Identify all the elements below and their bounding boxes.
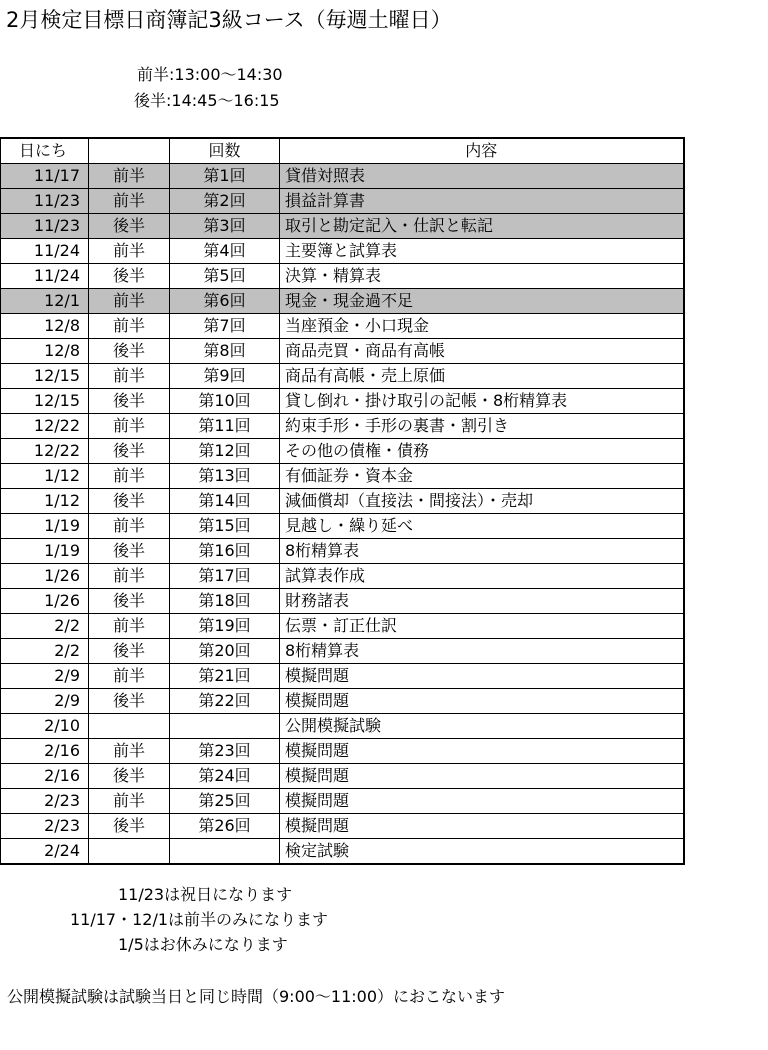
first-half-time: 前半:13:00～14:30	[137, 65, 283, 84]
row-content: 損益計算書	[280, 189, 684, 214]
row-content: 模擬問題	[280, 664, 684, 689]
row-date: 1/26	[1, 589, 89, 614]
row-half: 後半	[89, 539, 170, 564]
table-row	[1, 814, 684, 839]
row-date: 12/15	[1, 389, 89, 414]
table-row	[1, 639, 684, 664]
row-half: 後半	[89, 764, 170, 789]
table-row	[1, 514, 684, 539]
table-row	[1, 539, 684, 564]
row-content: 公開模擬試験	[280, 714, 684, 739]
row-half: 前半	[89, 789, 170, 814]
row-half: 前半	[89, 189, 170, 214]
row-content: 決算・精算表	[280, 264, 684, 289]
row-date: 2/24	[1, 839, 89, 865]
table-row	[1, 239, 684, 264]
row-half: 後半	[89, 639, 170, 664]
table-row	[1, 789, 684, 814]
row-date: 12/8	[1, 314, 89, 339]
row-content: その他の債権・債務	[280, 439, 684, 464]
row-half: 前半	[89, 289, 170, 314]
note-day-off: 1/5はお休みになります	[118, 935, 288, 954]
table-row	[1, 414, 684, 439]
row-half: 後半	[89, 439, 170, 464]
row-content: 8桁精算表	[280, 539, 684, 564]
note-mock-exam-time: 公開模擬試験は試験当日と同じ時間（9:00～11:00）におこないます	[7, 987, 506, 1006]
row-date: 2/23	[1, 789, 89, 814]
row-session-number: 第18回	[170, 589, 280, 614]
row-content: 当座預金・小口現金	[280, 314, 684, 339]
schedule-table	[0, 137, 685, 865]
row-half: 前半	[89, 614, 170, 639]
row-half: 前半	[89, 164, 170, 189]
header-half	[89, 138, 170, 164]
row-content: 取引と勘定記入・仕訳と転記	[280, 214, 684, 239]
row-date: 12/1	[1, 289, 89, 314]
row-session-number: 第15回	[170, 514, 280, 539]
row-content: 主要簿と試算表	[280, 239, 684, 264]
row-content: 貸し倒れ・掛け取引の記帳・8桁精算表	[280, 389, 684, 414]
row-session-number: 第2回	[170, 189, 280, 214]
row-date: 2/9	[1, 664, 89, 689]
table-row	[1, 189, 684, 214]
row-content: 現金・現金過不足	[280, 289, 684, 314]
row-session-number: 第10回	[170, 389, 280, 414]
row-date: 11/23	[1, 189, 89, 214]
row-date: 2/9	[1, 689, 89, 714]
table-row	[1, 489, 684, 514]
row-content: 見越し・繰り延べ	[280, 514, 684, 539]
row-session-number: 第14回	[170, 489, 280, 514]
table-row	[1, 764, 684, 789]
row-session-number: 第24回	[170, 764, 280, 789]
row-half: 後半	[89, 214, 170, 239]
row-half	[89, 839, 170, 865]
row-content: 模擬問題	[280, 739, 684, 764]
second-half-time: 後半:14:45～16:15	[134, 91, 280, 110]
row-half: 後半	[89, 589, 170, 614]
table-row	[1, 739, 684, 764]
row-half: 前半	[89, 464, 170, 489]
row-session-number	[170, 839, 280, 865]
row-session-number: 第5回	[170, 264, 280, 289]
row-content: 減価償却（直接法・間接法）・売却	[280, 489, 684, 514]
row-date: 12/8	[1, 339, 89, 364]
row-date: 11/24	[1, 239, 89, 264]
row-session-number: 第13回	[170, 464, 280, 489]
header-row	[1, 138, 684, 164]
row-half: 後半	[89, 389, 170, 414]
row-session-number: 第26回	[170, 814, 280, 839]
row-session-number: 第23回	[170, 739, 280, 764]
row-session-number: 第21回	[170, 664, 280, 689]
row-date: 12/22	[1, 439, 89, 464]
table-row	[1, 264, 684, 289]
table-row	[1, 714, 684, 739]
row-half: 前半	[89, 514, 170, 539]
row-date: 2/2	[1, 639, 89, 664]
table-row	[1, 689, 684, 714]
row-date: 2/23	[1, 814, 89, 839]
row-date: 11/17	[1, 164, 89, 189]
row-session-number: 第4回	[170, 239, 280, 264]
row-half: 前半	[89, 564, 170, 589]
row-date: 1/19	[1, 539, 89, 564]
table-row	[1, 564, 684, 589]
schedule-table-header	[1, 138, 684, 164]
row-session-number: 第6回	[170, 289, 280, 314]
row-half	[89, 714, 170, 739]
row-date: 12/22	[1, 414, 89, 439]
row-date: 1/26	[1, 564, 89, 589]
row-content: 模擬問題	[280, 814, 684, 839]
row-content: 伝票・訂正仕訳	[280, 614, 684, 639]
row-content: 模擬問題	[280, 789, 684, 814]
header-session-number: 回数	[170, 138, 280, 164]
table-row	[1, 164, 684, 189]
row-half: 前半	[89, 239, 170, 264]
table-row	[1, 464, 684, 489]
note-first-half-only: 11/17・12/1は前半のみになります	[70, 910, 329, 929]
row-date: 11/24	[1, 264, 89, 289]
row-date: 1/12	[1, 489, 89, 514]
table-row	[1, 664, 684, 689]
row-session-number: 第7回	[170, 314, 280, 339]
schedule-table-body	[1, 164, 684, 865]
row-half: 前半	[89, 739, 170, 764]
row-session-number: 第9回	[170, 364, 280, 389]
row-session-number: 第12回	[170, 439, 280, 464]
row-date: 12/15	[1, 364, 89, 389]
row-content: 有価証券・資本金	[280, 464, 684, 489]
row-date: 2/10	[1, 714, 89, 739]
row-session-number: 第22回	[170, 689, 280, 714]
row-session-number: 第25回	[170, 789, 280, 814]
row-half: 後半	[89, 489, 170, 514]
row-half: 後半	[89, 339, 170, 364]
row-content: 貸借対照表	[280, 164, 684, 189]
row-session-number: 第20回	[170, 639, 280, 664]
row-date: 11/23	[1, 214, 89, 239]
note-holiday: 11/23は祝日になります	[118, 885, 293, 904]
table-row	[1, 289, 684, 314]
row-date: 2/16	[1, 764, 89, 789]
row-content: 試算表作成	[280, 564, 684, 589]
row-date: 2/16	[1, 739, 89, 764]
row-session-number: 第11回	[170, 414, 280, 439]
header-content: 内容	[280, 138, 684, 164]
row-date: 2/2	[1, 614, 89, 639]
row-half: 前半	[89, 314, 170, 339]
table-row	[1, 839, 684, 865]
row-date: 1/19	[1, 514, 89, 539]
page-title: 2月検定目標日商簿記3級コース（毎週土曜日）	[6, 8, 452, 32]
row-content: 8桁精算表	[280, 639, 684, 664]
row-content: 商品売買・商品有高帳	[280, 339, 684, 364]
row-session-number: 第1回	[170, 164, 280, 189]
row-session-number: 第17回	[170, 564, 280, 589]
table-row	[1, 364, 684, 389]
row-half: 後半	[89, 814, 170, 839]
row-session-number: 第3回	[170, 214, 280, 239]
table-row	[1, 339, 684, 364]
table-row	[1, 214, 684, 239]
table-row	[1, 439, 684, 464]
row-date: 1/12	[1, 464, 89, 489]
row-session-number	[170, 714, 280, 739]
row-content: 模擬問題	[280, 689, 684, 714]
row-half: 後半	[89, 689, 170, 714]
row-session-number: 第8回	[170, 339, 280, 364]
header-date: 日にち	[1, 138, 89, 164]
row-session-number: 第19回	[170, 614, 280, 639]
row-content: 商品有高帳・売上原価	[280, 364, 684, 389]
table-row	[1, 589, 684, 614]
table-row	[1, 614, 684, 639]
row-session-number: 第16回	[170, 539, 280, 564]
table-row	[1, 389, 684, 414]
row-content: 約束手形・手形の裏書・割引き	[280, 414, 684, 439]
row-content: 検定試験	[280, 839, 684, 865]
row-half: 前半	[89, 364, 170, 389]
row-content: 模擬問題	[280, 764, 684, 789]
row-half: 前半	[89, 664, 170, 689]
row-half: 後半	[89, 264, 170, 289]
row-content: 財務諸表	[280, 589, 684, 614]
table-row	[1, 314, 684, 339]
row-half: 前半	[89, 414, 170, 439]
